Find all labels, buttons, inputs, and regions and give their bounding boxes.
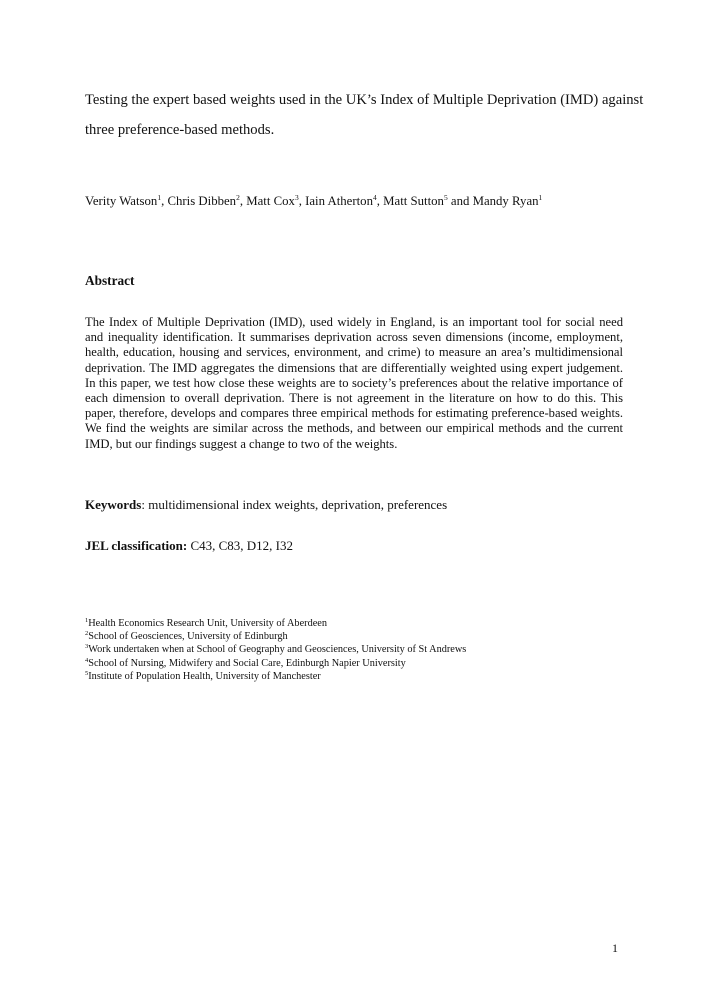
affiliation-item: $^1$Health Economics Research Unit, University of Aberdeen [85,617,328,629]
affiliation-item: $^4$School of Nursing, Midwifery and Social Care, Edinburgh Napier University [85,656,406,669]
keywords-label: Keywords [85,497,142,512]
abstract-heading: Abstract [85,273,135,288]
author: Matt Sutton$^5$ and [383,193,473,208]
author: Iain Atherton$^4$, [305,193,384,208]
jel-label: JEL classification: [85,538,188,553]
affiliation-mark: 2 [236,193,240,202]
author: Matt Cox$^3$, [246,193,306,208]
abstract-body: The Index of Multiple Deprivation (IMD), used widely in England, is an important tool for social need and inequality identification. It summarises deprivation across seven dimensions (income, employment, health, education, housing and services, environment, and crime) to measure an area’s multidimensional deprivation. The IMD aggregates the dimensions that are differentially weighted using expert judgement. In this paper, we test how close these weights are to society’s preferences about the relative importance of each dimension to overall deprivation. There is not agreement in the literature on how to do this. This paper, therefore, develops and compares three empirical methods for estimating preference-based weights. We find the weights are similar across the methods, and between our empirical methods and the current IMD, but our findings suggest a change to two of the weights. [85,315,623,451]
author: Verity Watson$^1$, [85,193,168,208]
affiliation-mark: 1 [538,193,543,202]
author: Mandy Ryan$^1$ [472,193,543,208]
affiliation-mark: 1 [157,193,162,202]
author: Chris Dibben$^2$, [167,193,247,208]
keywords-text: multidimensional index weights, deprivation, preferences [148,497,448,512]
jel-classification [85,536,645,556]
author-list [85,191,645,211]
paper-title: Testing the expert based weights used in the UK’s Index of Multiple Deprivation (IMD) against three preference-based methods. [85,92,644,138]
keywords: Keywords: multidimensional index weights, deprivation, preferences [85,497,448,512]
affiliation-mark: 5 [443,193,448,202]
affiliation-mark: 3 [294,193,299,202]
affiliation-list [85,617,645,683]
affiliation-item: $^2$School of Geosciences, University of Edinburgh [85,630,288,643]
affiliation-mark: 4 [372,193,377,202]
affiliation-item: $^5$Institute of Population Health, University of Manchester [85,669,321,682]
jel-codes: C43, C83, D12, I32 [187,538,294,553]
affiliation-item: $^3$Work undertaken when at School of Geography and Geosciences, University of St Andrews [85,643,467,656]
page-number: 1 [612,941,618,955]
